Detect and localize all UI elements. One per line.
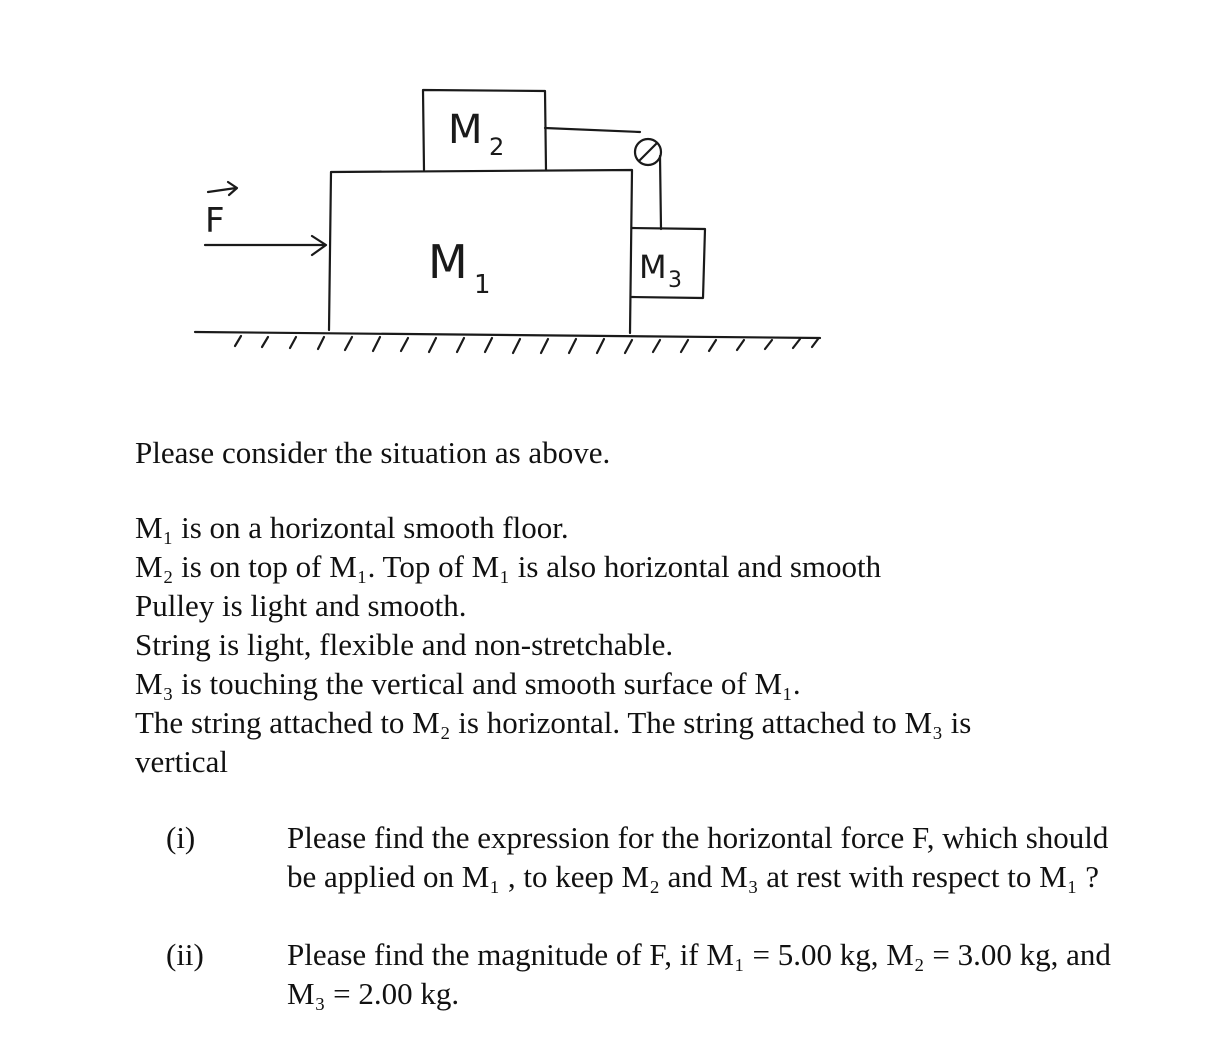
block-m2: [423, 90, 546, 170]
block-3-subscript: 3: [668, 268, 682, 293]
force-label: F: [205, 201, 225, 241]
question-1-text: Please find the expression for the horizontal force F, which should be applied on M₁ , to keep M₂ and M₃ at rest with respect to M₁ ?: [287, 820, 1109, 894]
condition-pulley: Pulley is light and smooth.: [135, 588, 467, 623]
question-1-number: (i): [166, 820, 196, 855]
floor-line: [195, 332, 820, 338]
question-2-text: Please find the magnitude of F, if M₁ = 5.00 kg, M₂ = 3.00 kg, and M₃ = 2.00 kg.: [287, 937, 1111, 1011]
condition-m2-on-m1: M₂ is on top of M₁. Top of M₁ is also horizontal and smooth: [135, 549, 882, 584]
pulley: [635, 139, 661, 165]
block-m1: [329, 170, 632, 333]
string-horizontal: [545, 128, 640, 132]
floor-hatching: [235, 336, 818, 353]
question-2-number: (ii): [166, 937, 204, 972]
condition-m3-touching: M₃ is touching the vertical and smooth surface of M₁.: [135, 666, 801, 701]
intro-text: Please consider the situation as above.: [135, 435, 611, 470]
pulley-blocks-diagram: [0, 0, 1225, 400]
block-3-label: M: [639, 248, 667, 286]
condition-string-orientation: The string attached to M₂ is horizontal. The string attached to M₃ is vertical: [135, 705, 972, 779]
condition-string: String is light, flexible and non-stretchable.: [135, 627, 674, 662]
block-1-label: M: [428, 235, 468, 289]
block-1-subscript: 1: [474, 270, 491, 300]
string-vertical: [660, 156, 661, 229]
block-2-label: M: [448, 107, 483, 153]
block-2-subscript: 2: [489, 133, 505, 161]
condition-floor: M₁ is on a horizontal smooth floor.: [135, 510, 569, 545]
force-vector-mark: [208, 182, 237, 195]
